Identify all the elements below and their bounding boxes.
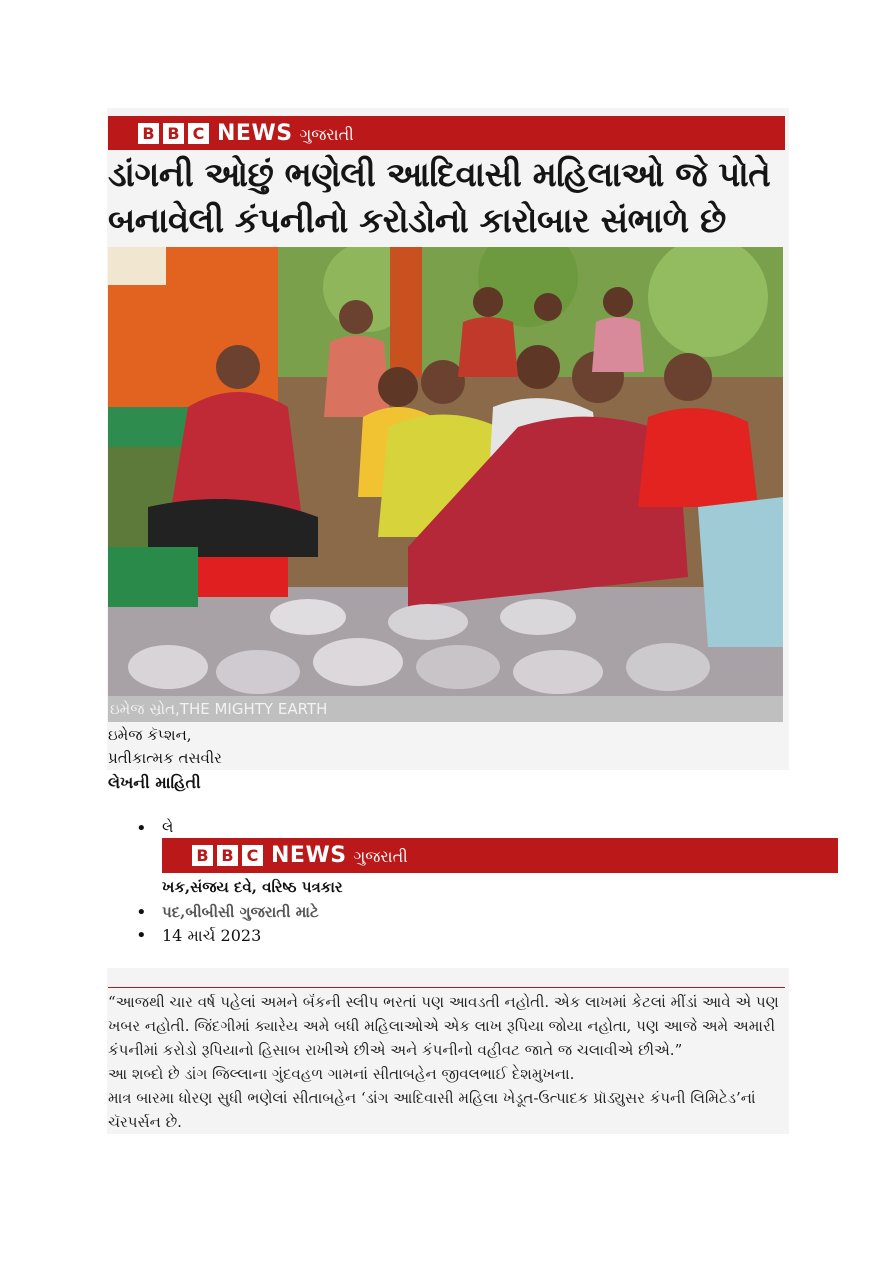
bbc-logo-block-c: C <box>242 845 263 866</box>
body-paragraph-quote: “આજથી ચાર વર્ષ પહેલાં અમને બૅંકની સ્લીપ ભરતાં પણ આવડતી નહોતી. એક લાખમાં કેટલાં મીંડાં આવે એ પણ ખબર નહોતી. જિંદગીમાં ક્યારેય અમે બધી મહિલાઓએ એક લાખ રૂપિયા જોયા નહોતા, પણ આજે અમે અમારી કંપનીમાં કરોડો રૂપિયાનો હિસાબ રાખીએ છીએ અને કંપનીનો વહીવટ જાતે જ ચલાવીએ છીએ.” <box>108 993 779 1059</box>
author-name: ખક,સંજય દવે, વરિષ્ઠ પત્રકાર <box>162 878 343 896</box>
author-prefix: લે <box>162 818 174 836</box>
bbc-logo-block-c: C <box>188 123 209 144</box>
bbc-news-banner[interactable] <box>108 116 785 150</box>
bbc-logo-block-b1: B <box>138 123 159 144</box>
image-caption-label: ઇમેજ કૅપ્શન, <box>108 726 192 744</box>
author-org: પદ,બીબીસી ગુજરાતી માટે <box>162 903 319 921</box>
article-headline: ડાંગની ઓછું ભણેલી આદિવાસી મહિલાઓ જે પોતે બનાવેલી કંપનીનો કરોડોનો કારોબાર સંભાળે છે <box>108 155 771 241</box>
article-photo <box>108 247 783 696</box>
list-bullet: • <box>136 818 147 839</box>
bbc-logo <box>192 845 263 866</box>
list-bullet: • <box>136 902 147 923</box>
bbc-language-label: ગુજરાતી <box>353 847 408 866</box>
image-credit: ઇમેજ સ્રોત,THE MIGHTY EARTH <box>110 700 328 718</box>
list-bullet: • <box>136 925 147 946</box>
photo-women-meeting-illustration <box>108 247 783 696</box>
bbc-logo-block-b2: B <box>163 123 184 144</box>
publish-date: 14 માર્ચ 2023 <box>162 926 262 945</box>
bbc-logo <box>138 123 209 144</box>
article-body <box>108 990 780 1134</box>
body-divider <box>108 987 785 988</box>
body-paragraph: માત્ર બારમા ધોરણ સુધી ભણેલાં સીતાબહેન ‘ડાંગ આદિવાસી મહિલા ખેડૂત-ઉત્પાદક પ્રૉડ્યુસર કંપની લિમિટેડ’નાં ચૅરપર્સન છે. <box>108 1089 756 1131</box>
image-caption-text: પ્રતીકાત્મક તસવીર <box>108 749 222 767</box>
bbc-news-banner-inline[interactable] <box>162 838 838 873</box>
body-paragraph: આ શબ્દો છે ડાંગ જિલ્લાના ગુંદવહળ ગામનાં સીતાબહેન જીવલભાઈ દેશમુખના. <box>108 1065 575 1083</box>
bbc-news-wordmark: NEWS <box>217 120 293 146</box>
author-info-heading: લેખની માહિતી <box>108 773 201 792</box>
bbc-language-label: ગુજરાતી <box>299 124 354 144</box>
bbc-logo-block-b1: B <box>192 845 213 866</box>
bbc-logo-block-b2: B <box>217 845 238 866</box>
bbc-news-wordmark: NEWS <box>271 843 347 868</box>
